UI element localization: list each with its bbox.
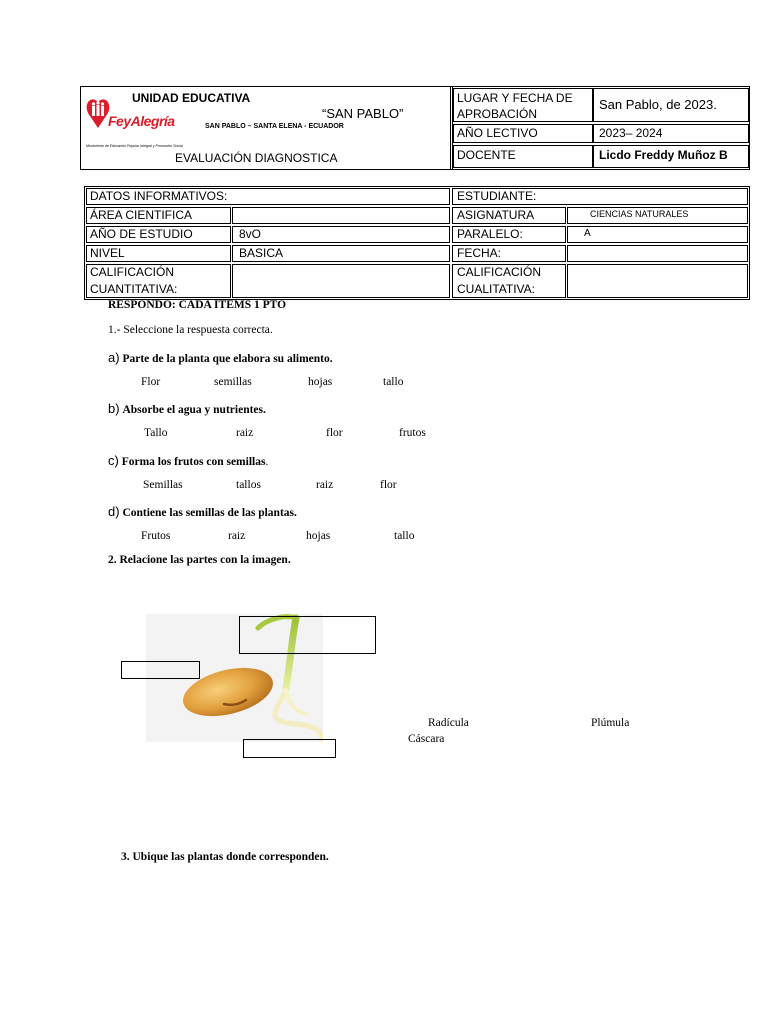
logo-subtext: Movimiento de Educación Popular Integral y Promoción Social [86,144,183,148]
option-b-3[interactable]: flor [326,427,343,439]
nivel-value: BASICA [239,246,284,260]
item-b-letter: b) [108,401,120,416]
anio-value-cell [232,226,450,243]
paralelo-label: PARALELO: [457,227,523,241]
option-b-2[interactable]: raiz [236,427,254,439]
item-d-letter: d) [108,504,120,519]
option-c-2[interactable]: tallos [236,479,261,491]
cal-cual-value-cell[interactable] [567,264,748,298]
item-a-letter: a) [108,350,120,365]
school-name: UNIDAD EDUCATIVA [132,91,251,105]
label-cascara: Cáscara [408,733,445,745]
approval-label: LUGAR Y FECHA DE APROBACIÓN [457,91,573,121]
question-3: 3. Ubique las plantas donde corresponden. [121,851,329,863]
cal-cuant-label-1: CALIFICACIÓN [90,265,175,279]
evaluation-title: EVALUACIÓN DIAGNOSTICA [175,151,338,165]
question-2: 2. Relacione las partes con la imagen. [108,554,291,566]
approval-value: San Pablo, de 2023. [599,97,717,112]
cal-cuant-label-2: CUANTITATIVA: [90,282,178,296]
option-a-4[interactable]: tallo [383,376,404,388]
fecha-value-cell[interactable] [567,245,748,262]
school-location: SAN PABLO – SANTA ELENA - ECUADOR [205,123,344,130]
paralelo-value-cell [567,226,748,243]
item-b [108,401,266,416]
cal-cuant-value-cell[interactable] [232,264,450,298]
paralelo-value: A [584,228,591,239]
teacher-value: Licdo Freddy Muñoz B [599,148,728,162]
option-b-4[interactable]: frutos [399,427,426,439]
option-c-3[interactable]: raiz [316,479,334,491]
option-b-1[interactable]: Tallo [144,427,168,439]
logo-text: FeyAlegría [108,113,175,129]
asignatura-value: CIENCIAS NATURALES [590,209,689,219]
option-d-2[interactable]: raiz [228,530,246,542]
anio-label: AÑO DE ESTUDIO [90,227,193,241]
item-c-text: Forma los frutos con semillas [121,456,266,468]
nivel-label: NIVEL [90,246,125,260]
header-divider [450,86,451,170]
option-d-3[interactable]: hojas [306,530,331,542]
item-c [108,453,268,468]
teacher-label: DOCENTE [457,148,516,162]
item-d-text: Contiene las semillas de las plantas. [122,507,297,519]
option-a-2[interactable]: semillas [214,376,252,388]
item-a-text: Parte de la planta que elabora su alimento. [122,353,333,365]
option-c-4[interactable]: flor [380,479,397,491]
answer-box-bottom[interactable] [243,739,336,758]
option-d-4[interactable]: tallo [394,530,415,542]
option-d-1[interactable]: Frutos [141,530,171,542]
item-c-period: . [265,456,269,468]
answer-box-top[interactable] [239,616,376,654]
datos-label: DATOS INFORMATIVOS: [90,189,228,203]
item-a [108,350,333,365]
respondo-heading: RESPONDO: CADA ITEMS 1 PTO [108,299,287,311]
estudiante-label: ESTUDIANTE: [457,189,537,203]
item-c-letter: c) [108,453,119,468]
label-plumula: Plúmula [591,717,630,729]
label-radicula: Radícula [428,717,469,729]
anio-value: 8vO [239,227,262,241]
option-a-3[interactable]: hojas [308,376,333,388]
fecha-label: FECHA: [457,246,502,260]
cal-cual-label-1: CALIFICACIÓN [457,265,542,279]
answer-box-left[interactable] [121,661,200,679]
asignatura-label: ASIGNATURA [457,208,535,222]
year-value: 2023– 2024 [599,126,663,140]
item-d [108,504,297,519]
cal-cual-label-2: CUALITATIVA: [457,282,536,296]
year-label: AÑO LECTIVO [457,126,538,140]
question-1: 1.- Seleccione la respuesta correcta. [108,324,273,336]
school-quote: “SAN PABLO” [322,106,404,121]
area-value-cell[interactable] [232,207,450,224]
item-b-text: Absorbe el agua y nutrientes. [122,404,266,416]
area-label: ÁREA CIENTIFICA [90,208,193,222]
option-a-1[interactable]: Flor [141,376,161,388]
option-c-1[interactable]: Semillas [143,479,183,491]
